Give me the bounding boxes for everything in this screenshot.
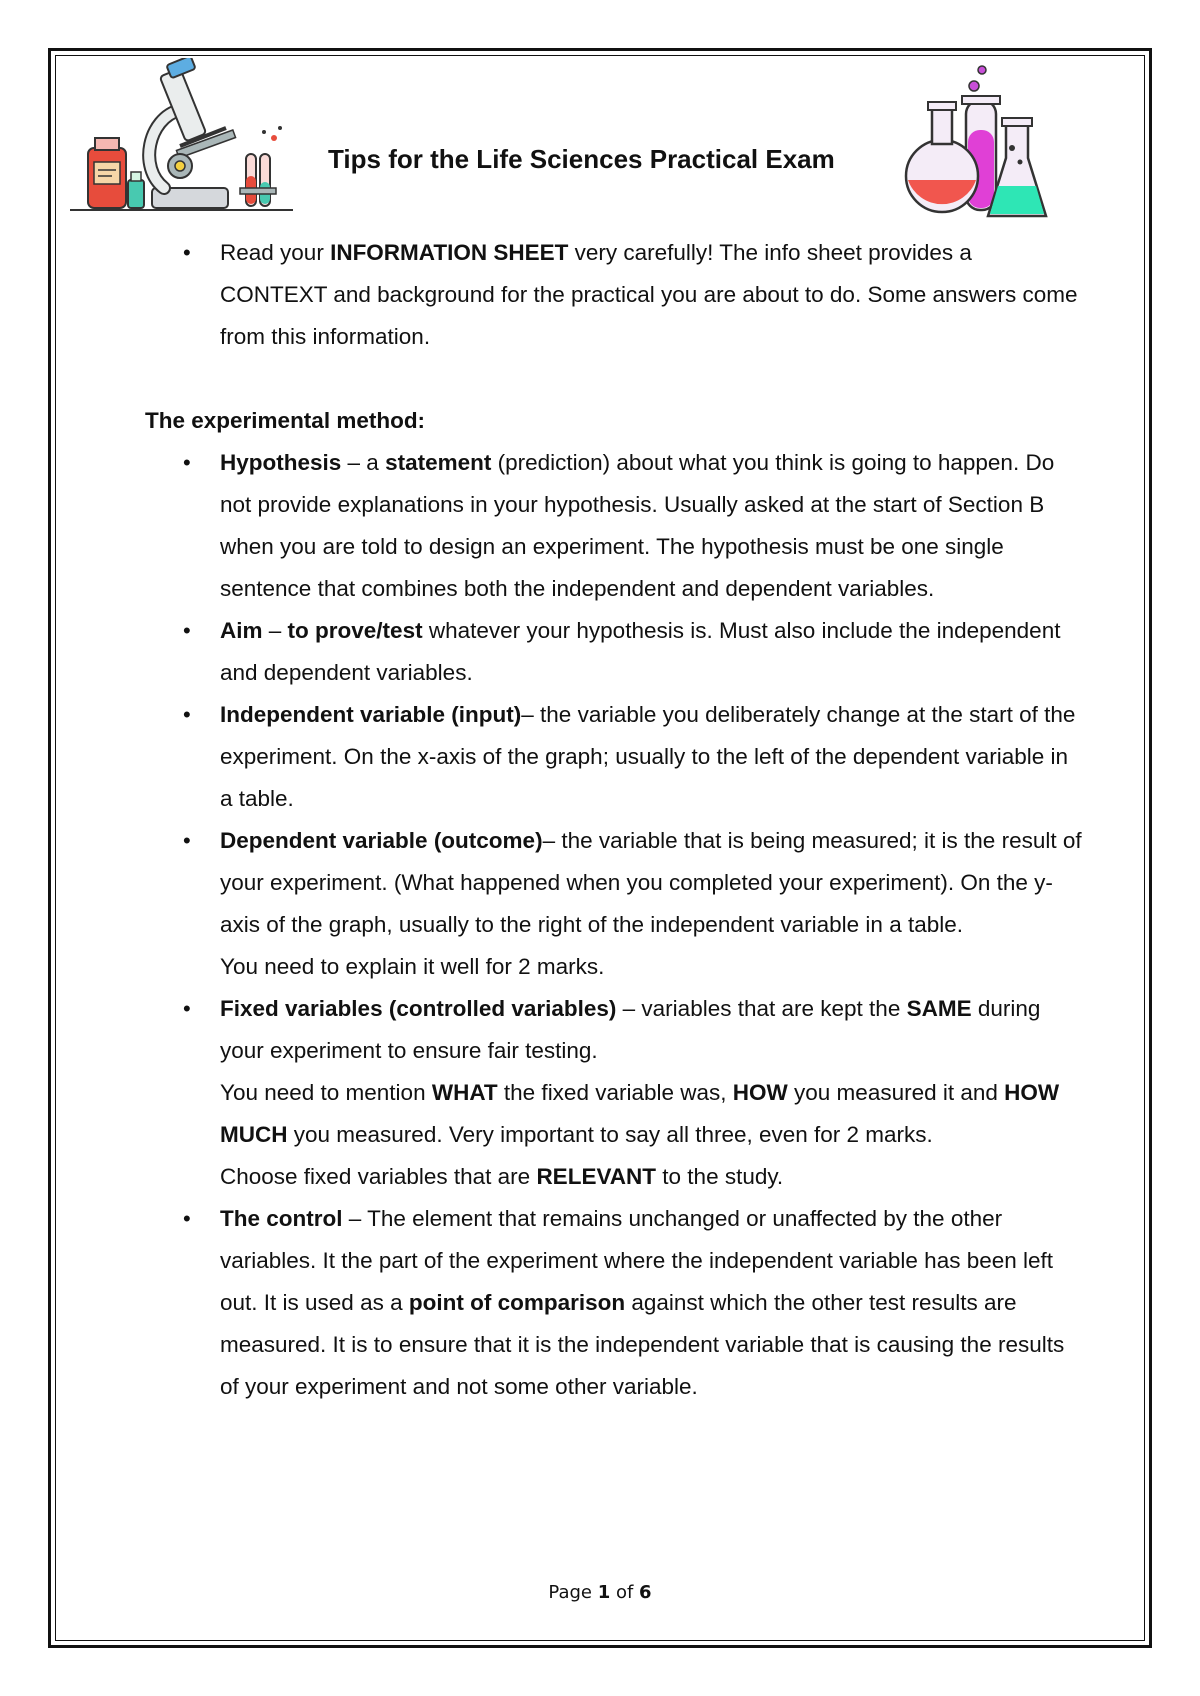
dependent-variable-note: You need to explain it well for 2 marks. [220,954,605,979]
list-item-information-sheet: • Read your INFORMATION SHEET very carefully! The info sheet provides a CONTEXT and background for the practical you are about to do. Some answers come from this information. [145,232,1085,358]
list-item-independent-variable: • Independent variable (input)– the variable you deliberately change at the start of the experiment. On the x-axis of the graph; usually to the left of the dependent variable in a table. [145,694,1085,820]
method-list-continued [145,988,1085,1072]
page-title: Tips for the Life Sciences Practical Exam [328,144,835,174]
section-heading: The experimental method: [145,408,426,433]
method-list-final [145,1198,1085,1408]
document-body [145,232,1085,1408]
microscope-and-lab-bottles-icon [68,58,300,216]
page-number-footer: Page 1 of 6 [548,1582,652,1603]
fixed-variables-note: You need to mention WHAT the fixed variable was, HOW you measured it and HOW MUCH you measured. Very important to say all three, even for 2 marks. [220,1080,1060,1147]
list-item-hypothesis: • Hypothesis – a statement (prediction) about what you think is going to happen. Do not provide explanations in your hypothesis. Usually asked at the start of Section B when you are told to design an experiment. The hypothesis must be one single sentence that combines both the independent and dependent variables. [145,442,1085,610]
list-item-aim: • Aim – to prove/test whatever your hypothesis is. Must also include the independent and dependent variables. [145,610,1085,694]
list-item-dependent-variable: • Dependent variable (outcome)– the variable that is being measured; it is the result of your experiment. (What happened when you completed your experiment). On the y-axis of the graph, usually to the right of the independent variable in a table. [145,820,1085,946]
method-list [145,442,1085,946]
list-item-fixed-variables: • Fixed variables (controlled variables) – variables that are kept the SAME during your experiment to ensure fair testing. [145,988,1085,1072]
intro-list [145,232,1085,358]
list-item-control: • The control – The element that remains unchanged or unaffected by the other variables. It the part of the experiment where the independent variable has been left out. It is used as a point of comparison against which the other test results are measured. It is to ensure that it is the independent variable that is causing the results of your experiment and not some other variable. [145,1198,1085,1408]
flasks-and-test-tubes-icon [900,62,1050,224]
fixed-variables-relevance-note: Choose fixed variables that are RELEVANT to the study. [220,1164,784,1189]
